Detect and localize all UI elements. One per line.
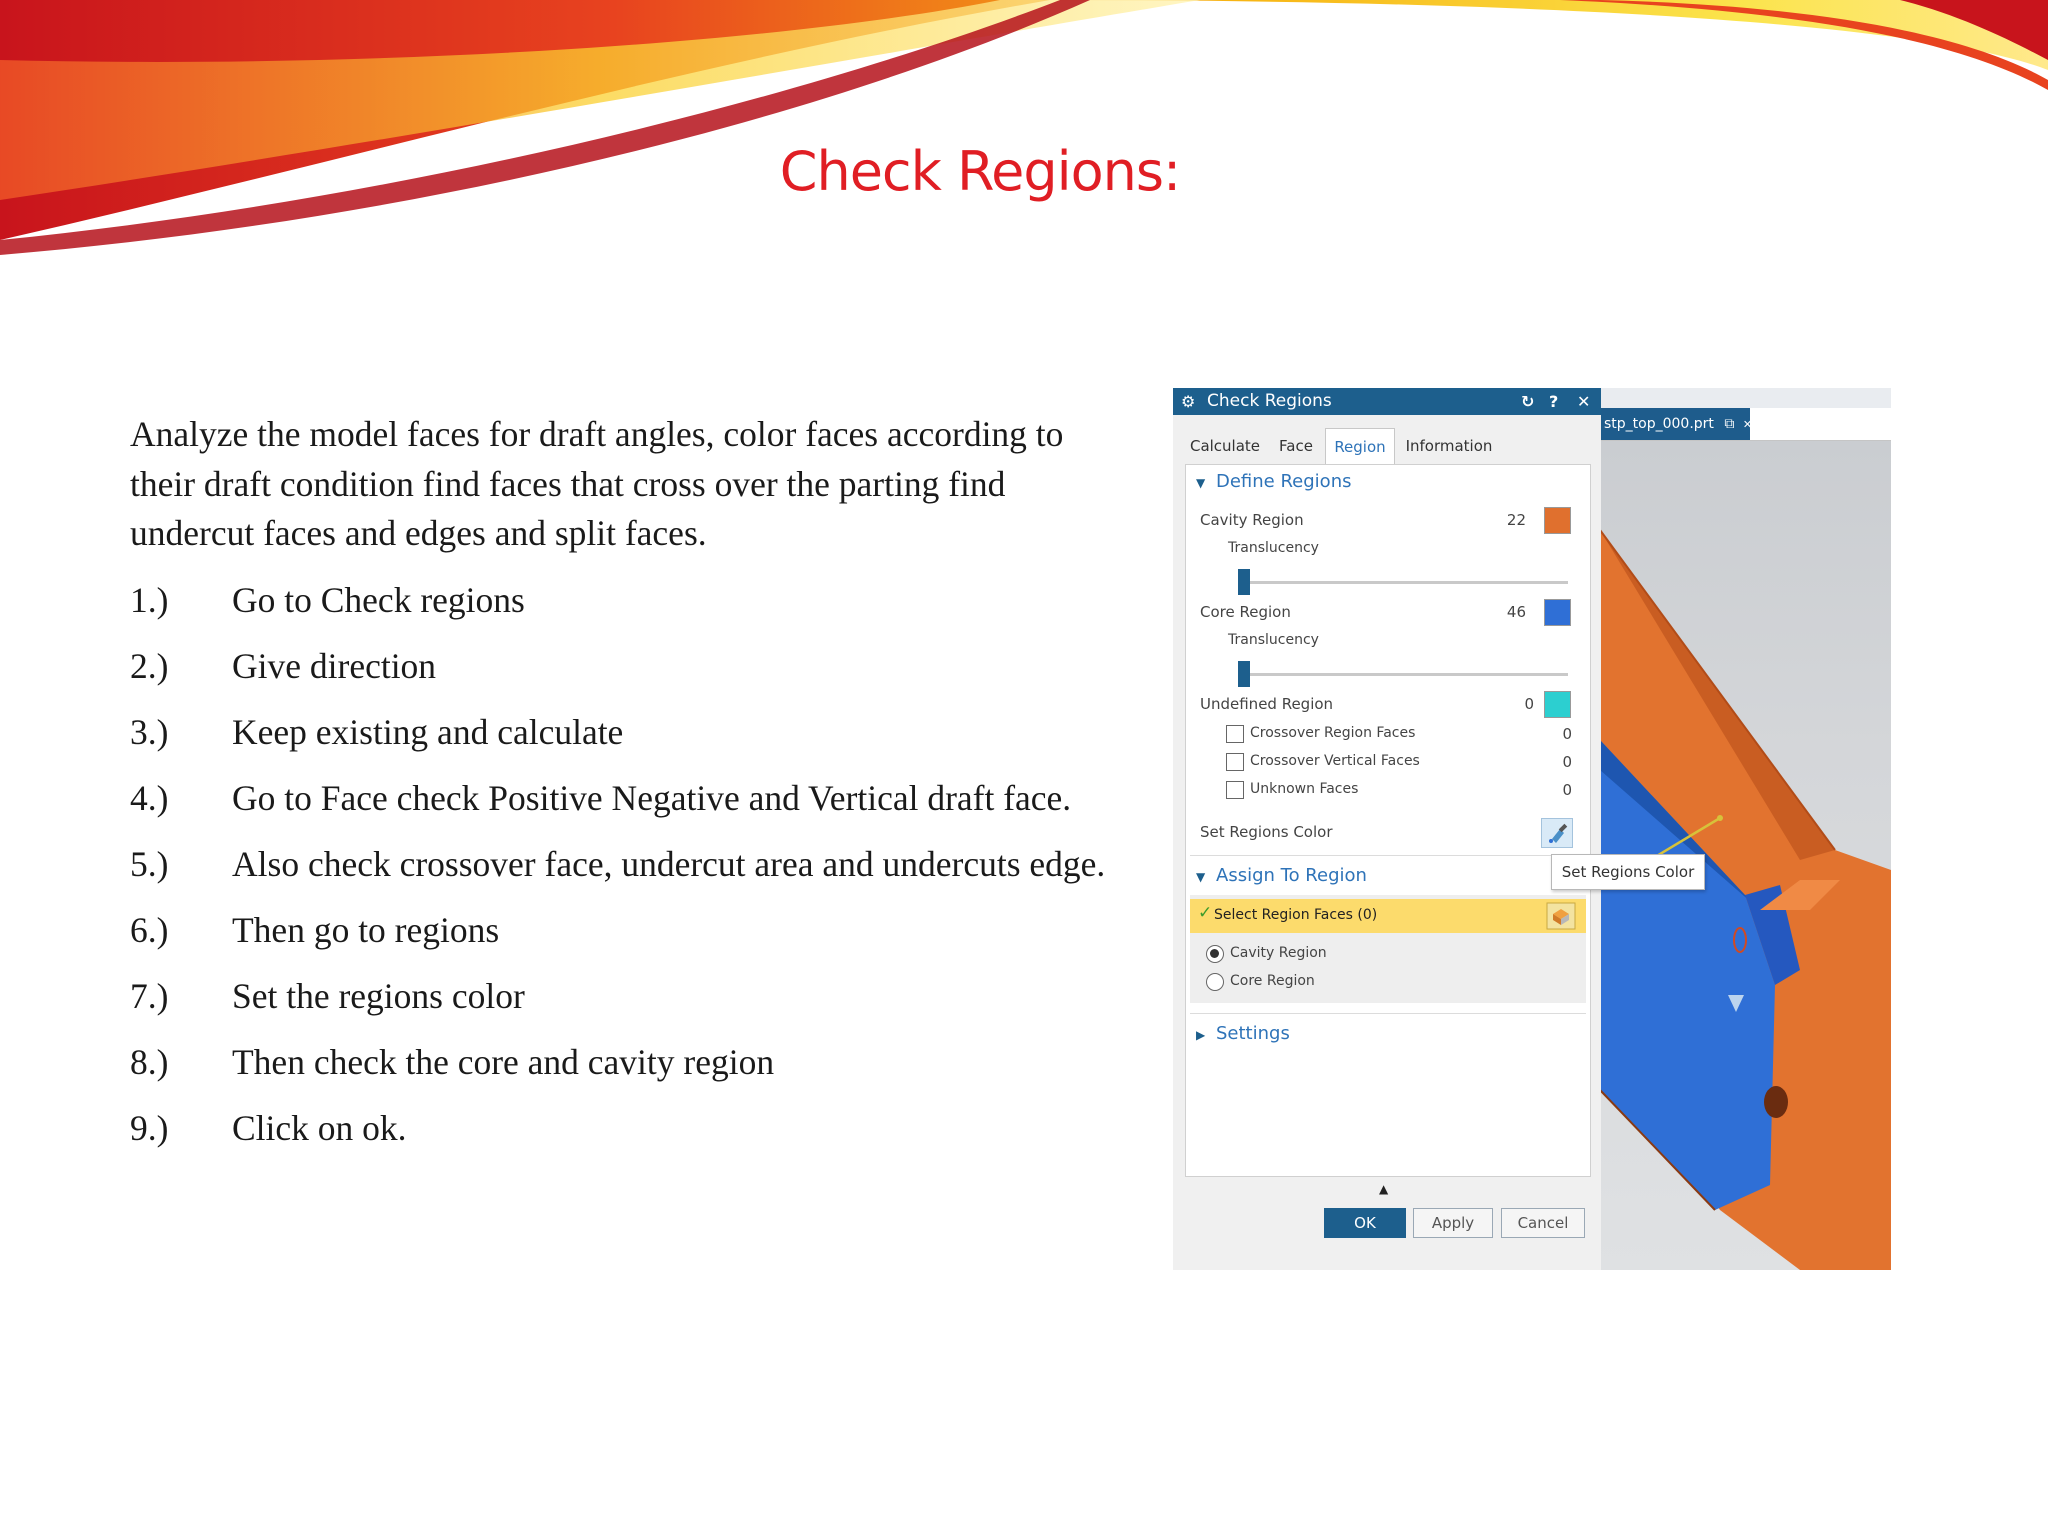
core-slider-thumb[interactable] (1238, 661, 1250, 687)
assign-region-group (1190, 895, 1586, 1003)
crossover-region-checkbox[interactable] (1226, 725, 1244, 743)
restore-icon[interactable]: ⧉ (1724, 416, 1735, 432)
face-select-icon[interactable] (1546, 902, 1576, 930)
cavity-region-label: Cavity Region (1200, 511, 1304, 529)
settings-header[interactable] (1196, 1023, 1290, 1044)
cavity-translucency-label: Translucency (1228, 540, 1319, 556)
step-number: 9.) (130, 1107, 169, 1148)
crossover-vertical-count: 0 (1562, 753, 1572, 771)
step-text: Set the regions color (232, 975, 525, 1016)
core-region-count: 46 (1506, 603, 1526, 621)
crossover-region-count: 0 (1562, 725, 1572, 743)
step-text: Keep existing and calculate (232, 711, 624, 752)
core-translucency-label: Translucency (1228, 632, 1319, 648)
undefined-region-label: Undefined Region (1200, 695, 1334, 713)
chevron-right-icon: ▶ (1196, 1028, 1206, 1042)
set-regions-color-tooltip: Set Regions Color (1551, 854, 1705, 890)
step-item (130, 972, 1120, 1022)
step-item (130, 906, 1120, 956)
step-number: 7.) (130, 975, 169, 1016)
core-region-radio[interactable] (1206, 973, 1224, 991)
paint-brush-icon (1542, 819, 1572, 847)
help-icon[interactable]: ? (1549, 392, 1559, 411)
step-item (130, 1038, 1120, 1088)
part-file-tab[interactable] (1600, 408, 1753, 440)
step-text: Then go to regions (232, 909, 500, 950)
part-file-name: stp_top_000.prt (1604, 416, 1714, 432)
step-number: 4.) (130, 777, 169, 818)
chevron-down-icon: ▼ (1196, 476, 1206, 490)
tab-face[interactable]: Face (1279, 437, 1313, 455)
cavity-color-swatch[interactable] (1544, 507, 1571, 534)
undefined-region-count: 0 (1524, 695, 1534, 713)
step-number: 6.) (130, 909, 169, 950)
cavity-region-option-label: Cavity Region (1230, 945, 1327, 961)
step-item (130, 840, 1120, 890)
select-region-faces-row[interactable] (1190, 899, 1586, 933)
intro-paragraph: Analyze the model faces for draft angles, color faces according to their draft condition find faces that cross over the parting find undercut faces and edges and split faces. (130, 414, 1064, 553)
step-number: 5.) (130, 843, 169, 884)
set-regions-color-button[interactable] (1541, 818, 1573, 848)
viewport-tab-bar (1600, 408, 1891, 441)
decorative-swoosh-banner (0, 0, 2048, 260)
chevron-down-icon: ▼ (1196, 870, 1206, 884)
graphics-viewport[interactable] (1600, 408, 1891, 1270)
dialog-tabs (1185, 428, 1591, 464)
step-text: Go to Face check Positive Negative and Vertical draft face. (232, 777, 1072, 818)
nx-screenshot (1173, 388, 1891, 1270)
step-item (130, 708, 1120, 758)
section-divider (1190, 1013, 1586, 1014)
instructions-text (130, 410, 1120, 1170)
section-divider (1190, 855, 1586, 856)
core-color-swatch[interactable] (1544, 599, 1571, 626)
close-icon[interactable]: ✕ (1742, 418, 1753, 431)
step-number: 2.) (130, 645, 169, 686)
step-number: 1.) (130, 579, 169, 620)
cavity-region-count: 22 (1506, 511, 1526, 529)
step-text: Go to Check regions (232, 579, 525, 620)
slide-title: Check Regions: (779, 140, 1181, 203)
step-item (130, 576, 1120, 626)
ok-button[interactable]: OK (1324, 1208, 1406, 1238)
checkmark-icon: ✓ (1198, 903, 1213, 923)
unknown-faces-label: Unknown Faces (1250, 781, 1359, 797)
core-region-option-label: Core Region (1230, 973, 1315, 989)
define-regions-label: Define Regions (1216, 471, 1352, 492)
core-region-label: Core Region (1200, 603, 1291, 621)
step-text: Then check the core and cavity region (232, 1041, 775, 1082)
set-regions-color-label: Set Regions Color (1200, 823, 1333, 841)
step-item (130, 774, 1120, 824)
step-item (130, 642, 1120, 692)
step-text: Click on ok. (232, 1107, 407, 1148)
step-text: Give direction (232, 645, 437, 686)
crossover-vertical-checkbox[interactable] (1226, 753, 1244, 771)
unknown-faces-checkbox[interactable] (1226, 781, 1244, 799)
close-icon[interactable]: ✕ (1577, 392, 1591, 411)
steps-list (130, 576, 1120, 1154)
tab-calculate[interactable]: Calculate (1189, 437, 1261, 455)
step-text: Also check crossover face, undercut area and undercuts edge. (232, 843, 1106, 884)
tab-information[interactable]: Information (1405, 437, 1493, 455)
apply-button[interactable]: Apply (1413, 1208, 1493, 1238)
step-item (130, 1104, 1120, 1154)
dialog-titlebar (1173, 388, 1601, 415)
assign-to-region-header[interactable] (1196, 865, 1367, 886)
gear-icon: ⚙ (1181, 392, 1196, 411)
crossover-vertical-label: Crossover Vertical Faces (1250, 753, 1420, 769)
step-number: 3.) (130, 711, 169, 752)
cancel-button[interactable]: Cancel (1501, 1208, 1585, 1238)
tab-region[interactable]: Region (1325, 428, 1395, 464)
dialog-title: Check Regions (1207, 391, 1332, 411)
unknown-faces-count: 0 (1562, 781, 1572, 799)
reset-icon[interactable]: ↻ (1521, 392, 1535, 411)
cavity-region-radio[interactable] (1206, 945, 1224, 963)
assign-to-region-label: Assign To Region (1216, 865, 1367, 886)
cavity-translucency-slider[interactable] (1238, 581, 1568, 584)
cavity-slider-thumb[interactable] (1238, 569, 1250, 595)
core-translucency-slider[interactable] (1238, 673, 1568, 676)
define-regions-header[interactable] (1196, 471, 1351, 492)
settings-label: Settings (1216, 1023, 1290, 1044)
step-number: 8.) (130, 1041, 169, 1082)
collapse-arrow-icon[interactable]: ▲ (1379, 1182, 1389, 1196)
undefined-color-swatch[interactable] (1544, 691, 1571, 718)
crossover-region-label: Crossover Region Faces (1250, 725, 1416, 741)
region-tab-panel (1185, 464, 1591, 1177)
select-region-faces-label: Select Region Faces (0) (1214, 907, 1378, 923)
